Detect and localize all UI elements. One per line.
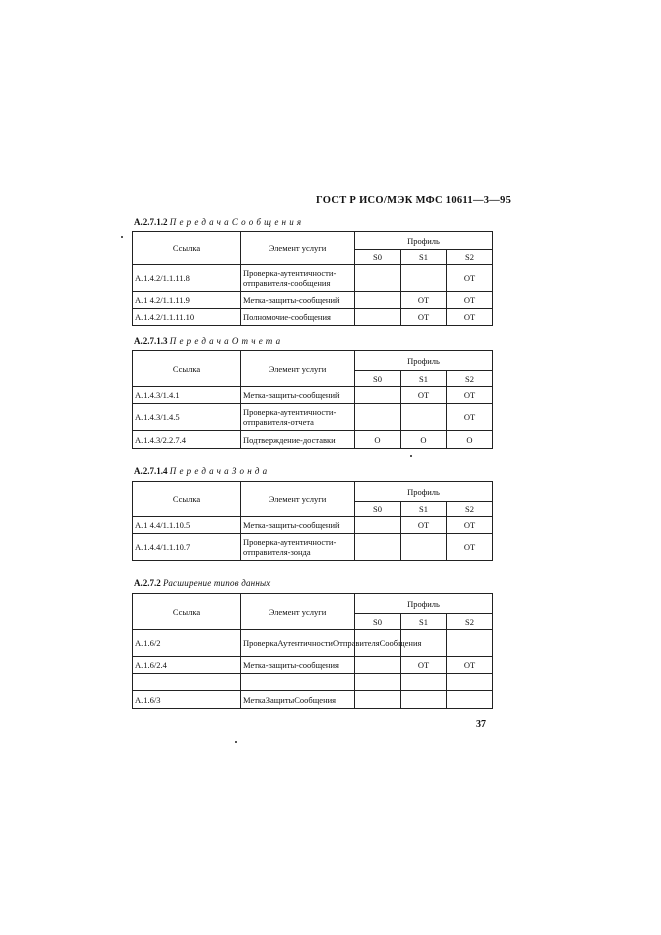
col-header-s0: S0 — [355, 371, 401, 387]
section-name: ПередачаОтчета — [169, 336, 284, 346]
col-header-s1: S1 — [401, 614, 447, 630]
col-header-elem: Элемент услуги — [241, 232, 355, 265]
scan-speck — [121, 236, 123, 238]
section-name: ПередачаСообщения — [169, 217, 305, 227]
cell-s0 — [355, 404, 401, 431]
cell-s2: ОТ — [447, 657, 493, 674]
section-number: A.2.7.1.3 — [134, 336, 168, 346]
table-row — [133, 431, 493, 449]
table-row — [133, 387, 493, 404]
cell-elem: ПроверкаАутентичностиОтправителяСообщения — [241, 630, 355, 657]
cell-s1 — [401, 534, 447, 561]
cell-s1: ОТ — [401, 309, 447, 326]
col-header-s2: S2 — [447, 502, 493, 517]
cell-elem: Полномочие-сообщения — [241, 309, 355, 326]
cell-s0 — [355, 265, 401, 292]
table-row — [133, 534, 493, 561]
table-row — [133, 657, 493, 674]
cell-s1 — [401, 674, 447, 691]
cell-elem: Проверка-аутентичности-отправителя-отчета — [241, 404, 355, 431]
table-row — [133, 404, 493, 431]
cell-s1: ОТ — [401, 517, 447, 534]
scan-speck — [410, 455, 412, 457]
col-header-s0: S0 — [355, 250, 401, 265]
col-header-s2: S2 — [447, 614, 493, 630]
table-row — [133, 265, 493, 292]
cell-elem: Метка-защиты-сообщений — [241, 292, 355, 309]
col-header-ref: Ссылка — [133, 351, 241, 387]
table-row — [133, 691, 493, 709]
col-header-s0: S0 — [355, 614, 401, 630]
table-row — [133, 309, 493, 326]
col-header-profile: Профиль — [355, 482, 493, 502]
cell-elem: Метка-защиты-сообщения — [241, 657, 355, 674]
cell-s1 — [401, 691, 447, 709]
cell-s0: О — [355, 431, 401, 449]
cell-elem: Подтверждение-доставки — [241, 431, 355, 449]
cell-s2: ОТ — [447, 404, 493, 431]
section-title — [134, 578, 270, 588]
cell-s2: ОТ — [447, 387, 493, 404]
col-header-ref: Ссылка — [133, 482, 241, 517]
cell-s1 — [401, 404, 447, 431]
table-row — [133, 630, 493, 657]
section-title — [134, 336, 283, 346]
col-header-profile: Профиль — [355, 594, 493, 614]
cell-s2: О — [447, 431, 493, 449]
col-header-s2: S2 — [447, 250, 493, 265]
profile-table — [132, 481, 493, 561]
cell-elem: МеткаЗащитыСообщения — [241, 691, 355, 709]
cell-ref: A.1.4.3/1.4.5 — [133, 404, 241, 431]
section-number: A.2.7.2 — [134, 578, 161, 588]
col-header-elem: Элемент услуги — [241, 482, 355, 517]
scan-speck — [235, 741, 237, 743]
document-header: ГОСТ Р ИСО/МЭК МФС 10611—3—95 — [316, 195, 512, 206]
page-number: 37 — [476, 719, 486, 730]
cell-s2 — [447, 630, 493, 657]
cell-ref — [133, 674, 241, 691]
cell-ref: A.1 4.4/1.1.10.5 — [133, 517, 241, 534]
section-title — [134, 217, 304, 227]
profile-table — [132, 593, 493, 709]
cell-s0 — [355, 309, 401, 326]
cell-ref: A.1 4.2/1.1.11.9 — [133, 292, 241, 309]
col-header-s1: S1 — [401, 502, 447, 517]
cell-s2: ОТ — [447, 517, 493, 534]
section-name: Расширение типов данных — [163, 578, 271, 588]
section-name: ПередачаЗонда — [169, 466, 271, 476]
section-number: A.2.7.1.4 — [134, 466, 168, 476]
cell-s2: ОТ — [447, 534, 493, 561]
profile-table — [132, 350, 493, 449]
cell-s1 — [401, 265, 447, 292]
cell-s2: ОТ — [447, 265, 493, 292]
col-header-ref: Ссылка — [133, 594, 241, 630]
col-header-s1: S1 — [401, 250, 447, 265]
cell-ref: A.1.6/3 — [133, 691, 241, 709]
cell-elem: Метка-защиты-сообщений — [241, 387, 355, 404]
cell-s0 — [355, 657, 401, 674]
cell-ref: A.1.4.3/1.4.1 — [133, 387, 241, 404]
table-row — [133, 292, 493, 309]
cell-elem — [241, 674, 355, 691]
cell-ref: A.1.4.2/1.1.11.10 — [133, 309, 241, 326]
cell-s2: ОТ — [447, 309, 493, 326]
col-header-profile: Профиль — [355, 351, 493, 371]
cell-ref: A.1.4.2/1.1.11.8 — [133, 265, 241, 292]
cell-ref: A.1.4.3/2.2.7.4 — [133, 431, 241, 449]
profile-table — [132, 231, 493, 326]
cell-elem: Метка-защиты-сообщений — [241, 517, 355, 534]
col-header-s0: S0 — [355, 502, 401, 517]
cell-s0 — [355, 674, 401, 691]
cell-ref: A.1.4.4/1.1.10.7 — [133, 534, 241, 561]
cell-s2: ОТ — [447, 292, 493, 309]
col-header-elem: Элемент услуги — [241, 594, 355, 630]
section-title — [134, 466, 270, 476]
table-row — [133, 517, 493, 534]
cell-s0 — [355, 292, 401, 309]
cell-elem: Проверка-аутентичности-отправителя-сообщения — [241, 265, 355, 292]
cell-elem: Проверка-аутентичности-отправителя-зонда — [241, 534, 355, 561]
cell-s0 — [355, 387, 401, 404]
cell-s1: О — [401, 431, 447, 449]
cell-ref: A.1.6/2.4 — [133, 657, 241, 674]
section-number: A.2.7.1.2 — [134, 217, 168, 227]
cell-s1: ОТ — [401, 657, 447, 674]
cell-s2 — [447, 674, 493, 691]
cell-s0 — [355, 517, 401, 534]
cell-s0 — [355, 534, 401, 561]
col-header-s1: S1 — [401, 371, 447, 387]
cell-s1: ОТ — [401, 292, 447, 309]
col-header-profile: Профиль — [355, 232, 493, 250]
col-header-ref: Ссылка — [133, 232, 241, 265]
table-row — [133, 674, 493, 691]
cell-ref: A.1.6/2 — [133, 630, 241, 657]
cell-s2 — [447, 691, 493, 709]
cell-s1: ОТ — [401, 387, 447, 404]
col-header-s2: S2 — [447, 371, 493, 387]
col-header-elem: Элемент услуги — [241, 351, 355, 387]
cell-s0 — [355, 691, 401, 709]
